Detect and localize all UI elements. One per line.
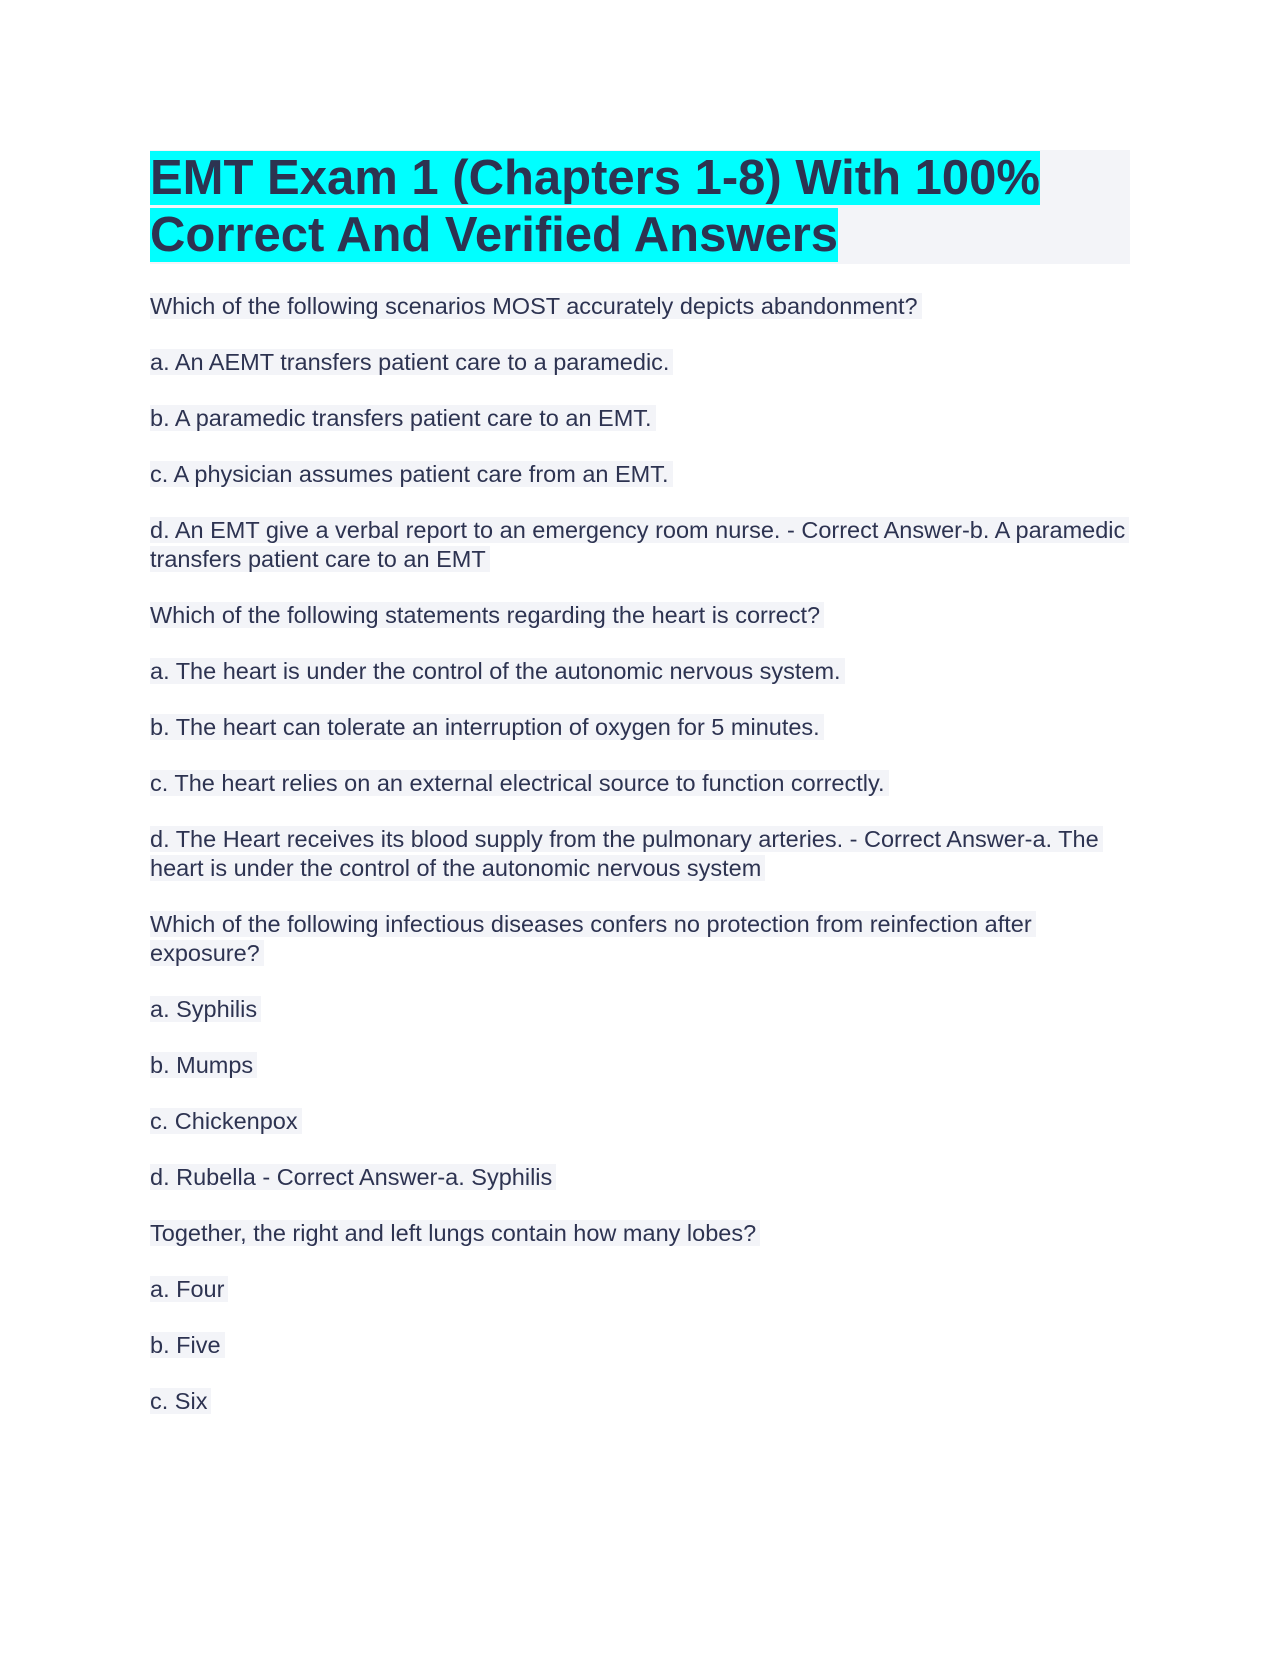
option-text: a. Syphilis (150, 996, 261, 1022)
option-answer-text: d. The Heart receives its blood supply from the pulmonary arteries. - Correct Answer-a. The heart is under the control of the autonomic nervous system (150, 826, 1103, 881)
question-1-option-c (150, 460, 1130, 489)
question-4-option-a (150, 1275, 1130, 1304)
title-block (150, 150, 1130, 264)
option-text: a. The heart is under the control of the autonomic nervous system. (150, 658, 845, 684)
option-answer-text: d. An EMT give a verbal report to an emergency room nurse. - Correct Answer-b. A paramedic transfers patient care to an EMT (150, 517, 1129, 572)
question-3-option-d-answer (150, 1163, 1130, 1192)
option-text: c. A physician assumes patient care from an EMT. (150, 461, 673, 487)
question-1-option-d-answer (150, 516, 1130, 574)
option-text: a. Four (150, 1276, 228, 1302)
option-text: b. Five (150, 1332, 225, 1358)
question-4-option-b (150, 1331, 1130, 1360)
option-answer-text: d. Rubella - Correct Answer-a. Syphilis (150, 1164, 556, 1190)
document-page (150, 150, 1130, 1443)
option-text: b. The heart can tolerate an interruption of oxygen for 5 minutes. (150, 714, 824, 740)
option-text: c. The heart relies on an external electrical source to function correctly. (150, 770, 889, 796)
question-2-option-c (150, 769, 1130, 798)
question-1-option-a (150, 348, 1130, 377)
question-1 (150, 292, 1130, 321)
option-text: b. Mumps (150, 1052, 257, 1078)
question-3 (150, 910, 1130, 968)
option-text: c. Chickenpox (150, 1108, 302, 1134)
question-2 (150, 601, 1130, 630)
question-1-option-b (150, 404, 1130, 433)
question-2-option-b (150, 713, 1130, 742)
question-3-option-a (150, 995, 1130, 1024)
question-4-text: Together, the right and left lungs contain how many lobes? (150, 1220, 760, 1246)
question-4 (150, 1219, 1130, 1248)
question-3-option-c (150, 1107, 1130, 1136)
question-2-option-d-answer (150, 825, 1130, 883)
option-text: b. A paramedic transfers patient care to an EMT. (150, 405, 656, 431)
document-title (150, 150, 1130, 264)
question-2-text: Which of the following statements regarding the heart is correct? (150, 602, 824, 628)
question-4-option-c (150, 1387, 1130, 1416)
question-1-text: Which of the following scenarios MOST accurately depicts abandonment? (150, 293, 922, 319)
document-title-text: EMT Exam 1 (Chapters 1-8) With 100% Correct And Verified Answers (150, 151, 1040, 262)
question-2-option-a (150, 657, 1130, 686)
option-text: a. An AEMT transfers patient care to a paramedic. (150, 349, 673, 375)
question-3-text: Which of the following infectious diseases confers no protection from reinfection after exposure? (150, 911, 1036, 966)
option-text: c. Six (150, 1388, 211, 1414)
question-3-option-b (150, 1051, 1130, 1080)
